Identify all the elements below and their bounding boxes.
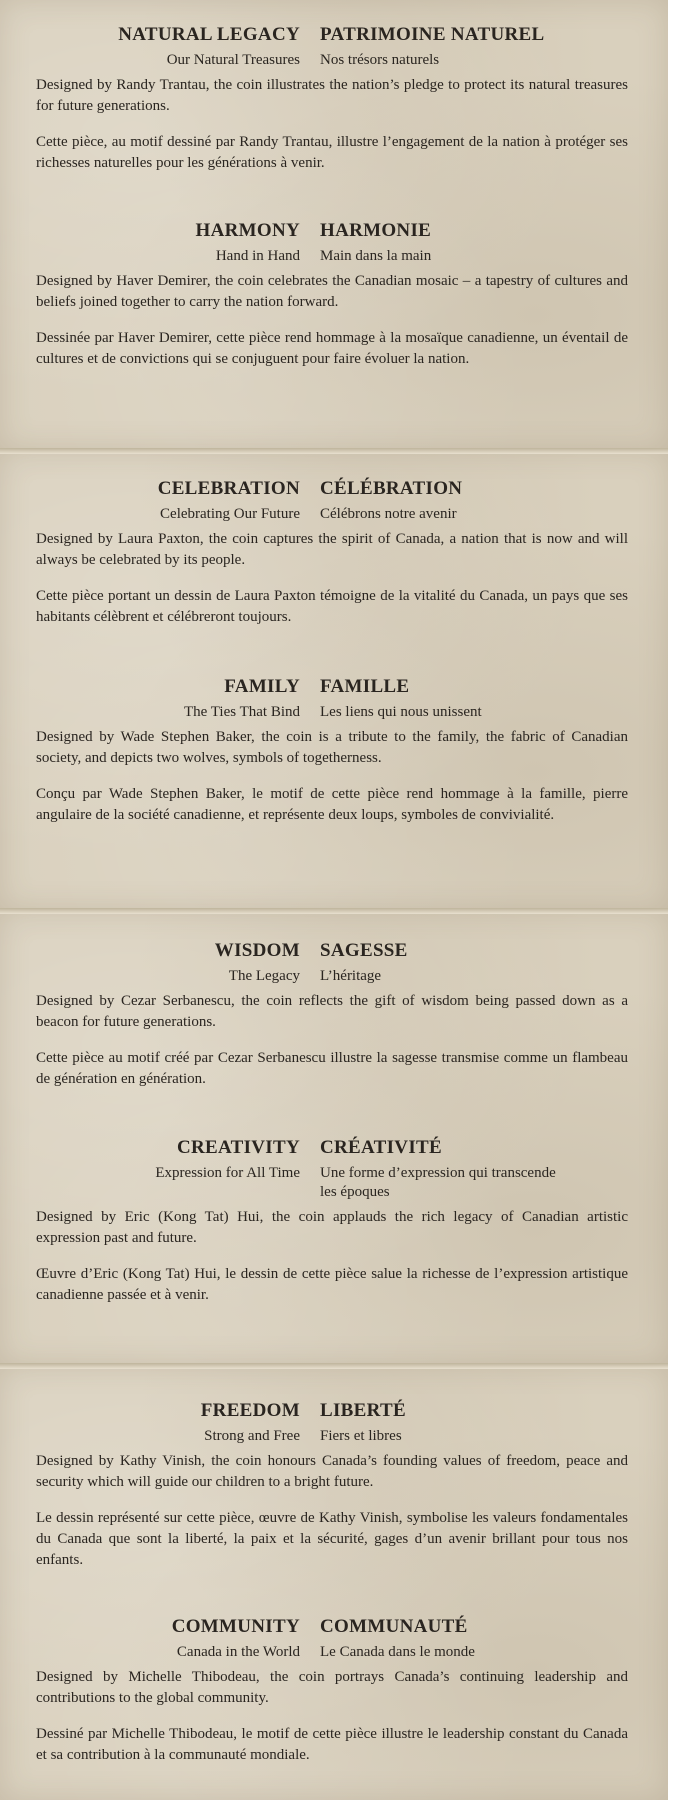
section-subtitles [36,1164,628,1202]
subtitle-fr: Célébrons notre avenir [320,506,457,522]
description-en: Designed by Randy Trantau, the coin illustrates the nation’s pledge to protect its natural treasures for future generations. [36,77,628,114]
description-en: Designed by Cezar Serbanescu, the coin reflects the gift of wisdom being passed down as a beacon for future generations. [36,993,628,1030]
description-en: Designed by Haver Demirer, the coin celebrates the Canadian mosaic – a tapestry of cultures and beliefs joined together to carry the nation forward. [36,273,628,310]
coin-section-harmony [36,220,628,370]
section-subtitles [36,51,628,70]
description-en: Designed by Laura Paxton, the coin captures the spirit of Canada, a nation that is now and will always be celebrated by its people. [36,531,628,568]
title-en: FREEDOM [200,1400,300,1421]
fold-line [0,448,668,454]
description-en: Designed by Eric (Kong Tat) Hui, the coin applauds the rich legacy of Canadian artistic expression past and future. [36,1209,628,1246]
section-titles [36,676,628,698]
subtitle-fr: Le Canada dans le monde [320,1644,475,1660]
subtitle-en: The Legacy [228,968,300,984]
subtitle-en: Celebrating Our Future [160,506,300,522]
title-en: CREATIVITY [176,1137,300,1158]
subtitle-en: Canada in the World [176,1644,300,1660]
title-fr: CRÉATIVITÉ [320,1137,442,1158]
coin-section-natural-legacy [36,24,628,174]
section-titles [36,940,628,962]
section-subtitles [36,1427,628,1446]
description-fr: Cette pièce au motif créé par Cezar Serbanescu illustre la sagesse transmise comme un flambeau de génération en génération. [36,1050,628,1087]
coin-section-creativity [36,1137,628,1306]
subtitle-fr: Les liens qui nous unissent [320,704,482,720]
title-fr: FAMILLE [320,676,410,697]
title-fr: HARMONIE [320,220,432,241]
description-fr: Cette pièce, au motif dessiné par Randy Trantau, illustre l’engagement de la nation à protéger ses richesses naturelles pour les générations à venir. [36,134,628,171]
subtitle-fr: Nos trésors naturels [320,52,440,68]
subtitle-en: Our Natural Treasures [166,52,300,68]
description-fr: Dessinée par Haver Demirer, cette pièce rend hommage à la mosaïque canadienne, un éventail de cultures et de convictions qui se conjuguent pour faire évoluer la nation. [36,330,628,367]
title-en: COMMUNITY [171,1616,300,1637]
title-fr: PATRIMOINE NATUREL [320,24,545,45]
section-titles [36,24,628,46]
section-subtitles [36,247,628,266]
subtitle-en: Strong and Free [204,1428,300,1444]
section-titles [36,478,628,500]
coin-section-family [36,676,628,826]
title-en: NATURAL LEGACY [118,24,300,45]
section-subtitles [36,505,628,524]
section-subtitles [36,967,628,986]
subtitle-fr: L’héritage [320,968,382,984]
section-titles [36,220,628,242]
title-en: WISDOM [214,940,300,961]
section-subtitles [36,1643,628,1662]
coin-section-wisdom [36,940,628,1090]
section-titles [36,1137,628,1159]
subtitle-en: Hand in Hand [215,248,300,264]
description-fr: Le dessin représenté sur cette pièce, œuvre de Kathy Vinish, symbolise les valeurs fondamentales du Canada que sont la liberté, la paix et la sécurité, gages d’un avenir brillant pour tous nos enfants. [36,1510,628,1568]
description-fr: Conçu par Wade Stephen Baker, le motif de cette pièce rend hommage à la famille, pierre angulaire de la société canadienne, et représente deux loups, symboles de convivialité. [36,786,628,823]
section-subtitles [36,703,628,722]
subtitle-en: Expression for All Time [155,1165,300,1181]
description-fr: Œuvre d’Eric (Kong Tat) Hui, le dessin de cette pièce salue la richesse de l’expression artistique canadienne passée et à venir. [36,1266,628,1303]
title-en: FAMILY [224,676,300,697]
coin-section-celebration [36,478,628,628]
description-en: Designed by Kathy Vinish, the coin honours Canada’s founding values of freedom, peace and security which will guide our children to a bright future. [36,1453,628,1490]
description-fr: Dessiné par Michelle Thibodeau, le motif de cette pièce illustre le leadership constant du Canada et sa contribution à la communauté mondiale. [36,1726,628,1763]
subtitle-fr: Main dans la main [320,248,432,264]
subtitle-fr: Fiers et libres [320,1428,402,1444]
description-fr: Cette pièce portant un dessin de Laura Paxton témoigne de la vitalité du Canada, un pays que ses habitants célèbrent et célébreront toujours. [36,588,628,625]
section-titles [36,1616,628,1638]
subtitle-en: The Ties That Bind [184,704,300,720]
title-en: HARMONY [195,220,300,241]
title-fr: LIBERTÉ [320,1400,406,1421]
subtitle-fr: Une forme d’expression qui transcende les époques [320,1165,556,1200]
title-en: CELEBRATION [157,478,300,499]
title-fr: COMMUNAUTÉ [320,1616,468,1637]
coin-section-community [36,1616,628,1766]
title-fr: CÉLÉBRATION [320,478,463,499]
fold-line [0,908,668,914]
description-en: Designed by Wade Stephen Baker, the coin is a tribute to the family, the fabric of Canadian society, and depicts two wolves, symbols of togetherness. [36,729,628,766]
section-titles [36,1400,628,1422]
description-en: Designed by Michelle Thibodeau, the coin portrays Canada’s continuing leadership and contributions to the global community. [36,1669,628,1706]
coin-section-freedom [36,1400,628,1571]
title-fr: SAGESSE [320,940,408,961]
fold-line [0,1363,668,1369]
